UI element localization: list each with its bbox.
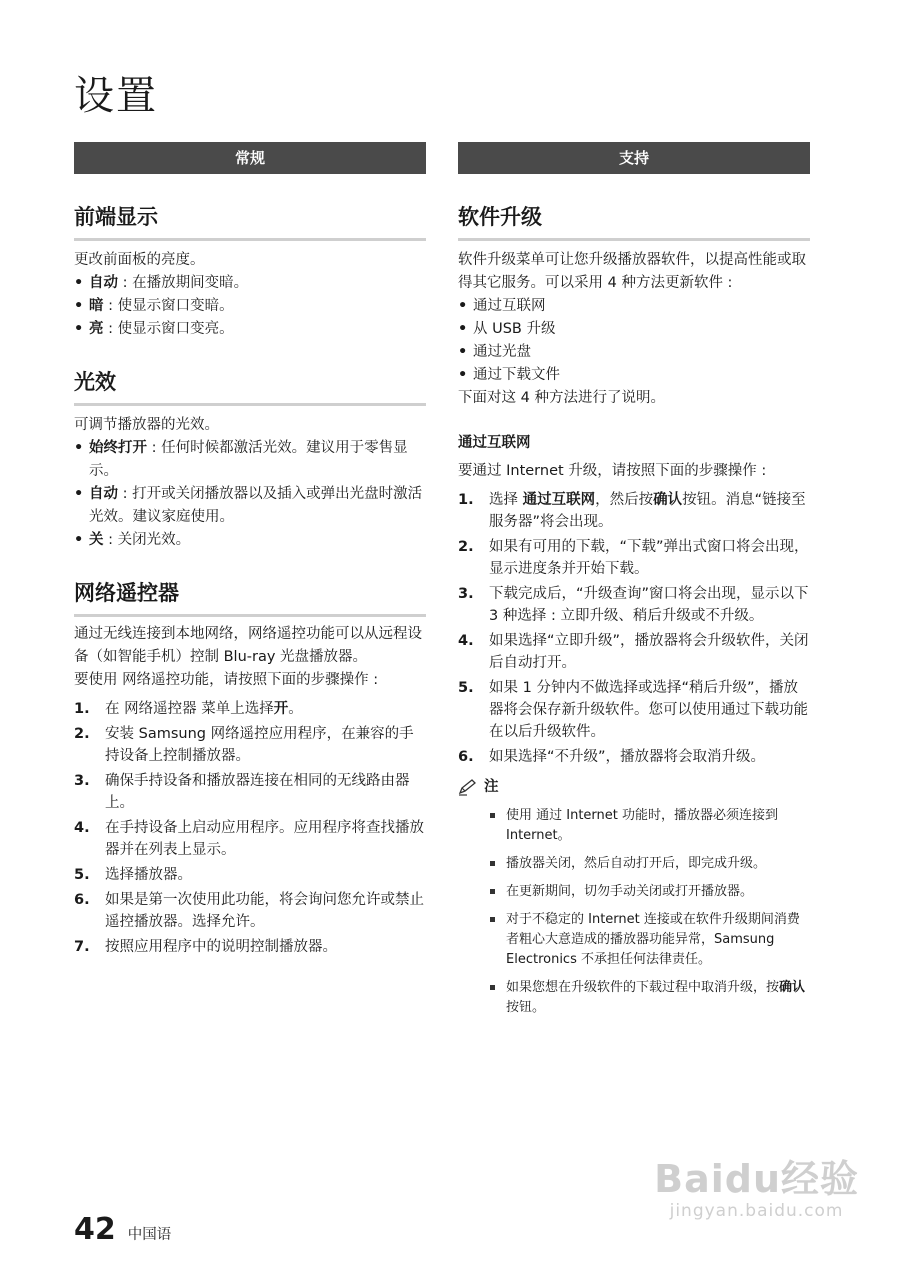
step-item: 7. 按照应用程序中的说明控制播放器。 — [74, 939, 337, 955]
step-item: 5. 选择播放器。 — [74, 867, 192, 883]
list-item: • 自动 : 在播放期间变暗。 — [74, 272, 426, 295]
note-item: 播放器关闭，然后自动打开后，即完成升级。 — [458, 854, 810, 874]
list-item: • 从 USB 升级 — [458, 318, 810, 341]
step-item: 6. 如果选择“不升级”，播放器将会取消升级。 — [458, 749, 766, 765]
list-item: • 关 : 关闭光效。 — [74, 529, 426, 552]
pencil-note-icon — [458, 778, 478, 796]
step-item: 3. 确保手持设备和播放器连接在相同的无线路由器上。 — [74, 773, 410, 811]
list-item: • 通过光盘 — [458, 341, 810, 364]
step-item: 4. 在手持设备上启动应用程序。应用程序将查找播放器并在列表上显示。 — [74, 820, 424, 858]
note-item: 如果您想在升级软件的下载过程中取消升级，按确认按钮。 — [458, 978, 810, 1018]
software-upgrade-intro: 软件升级菜单可让您升级播放器软件，以提高性能或取得其它服务。可以采用 4 种方法更新软件 : — [458, 252, 806, 291]
list-item: • 始终打开 : 任何时候都激活光效。建议用于零售显示。 — [74, 437, 426, 483]
page-number: 42 — [74, 1212, 116, 1247]
left-column — [74, 142, 426, 961]
software-upgrade-outro: 下面对这 4 种方法进行了说明。 — [458, 390, 665, 406]
network-remote-title: 网络遥控器 — [74, 578, 426, 617]
step-item: 1. 选择 通过互联网，然后按确认按钮。消息“链接至服务器”将会出现。 — [458, 492, 806, 530]
page-title: 设置 — [74, 73, 158, 119]
note-heading — [458, 776, 810, 798]
list-item: • 暗 : 使显示窗口变暗。 — [74, 295, 426, 318]
watermark-brand: Baidu经验 — [654, 1157, 859, 1201]
light-effect-section — [74, 367, 426, 552]
network-remote-intro: 通过无线连接到本地网络，网络遥控功能可以从远程设备（如智能手机）控制 Blu-ray 光盘播放器。 要使用 网络遥控功能，请按照下面的步骤操作 : — [74, 626, 422, 688]
step-item: 2. 安装 Samsung 网络遥控应用程序，在兼容的手持设备上控制播放器。 — [74, 726, 414, 764]
front-display-title: 前端显示 — [74, 202, 426, 241]
right-column-header: 支持 — [458, 142, 810, 174]
software-upgrade-section — [458, 202, 810, 1018]
language-label: 中国语 — [127, 1227, 172, 1243]
note-item: 使用 通过 Internet 功能时，播放器必须连接到 Internet。 — [458, 806, 810, 846]
page-footer — [74, 1212, 171, 1247]
step-item: 5. 如果 1 分钟内不做选择或选择“稍后升级”，播放器将会保存新升级软件。您可以使用通过下载功能在以后升级软件。 — [458, 680, 808, 740]
step-item: 3. 下载完成后，“升级查询”窗口将会出现，显示以下 3 种选择 : 立即升级、稍后升级或不升级。 — [458, 586, 809, 624]
note-label: 注 — [484, 779, 499, 795]
note-item: 在更新期间，切勿手动关闭或打开播放器。 — [458, 882, 810, 902]
list-item: • 亮 : 使显示窗口变亮。 — [74, 318, 426, 341]
front-display-section — [74, 202, 426, 341]
note-item: 对于不稳定的 Internet 连接或在软件升级期间消费者粗心大意造成的播放器功能异常，Samsung Electronics 不承担任何法律责任。 — [458, 910, 810, 970]
light-effect-title: 光效 — [74, 367, 426, 406]
light-effect-intro: 可调节播放器的光效。 — [74, 417, 219, 433]
step-item: 2. 如果有可用的下载，“下载”弹出式窗口将会出现，显示进度条并开始下载。 — [458, 539, 809, 577]
step-item: 1. 在 网络遥控器 菜单上选择开。 — [74, 701, 303, 717]
step-item: 6. 如果是第一次使用此功能，将会询问您允许或禁止遥控播放器。选择允许。 — [74, 892, 424, 930]
software-upgrade-title: 软件升级 — [458, 202, 810, 241]
baidu-watermark — [654, 1148, 859, 1221]
list-item: • 通过互联网 — [458, 295, 810, 318]
network-remote-section — [74, 578, 426, 958]
list-item: • 通过下载文件 — [458, 364, 810, 387]
internet-subtitle: 通过互联网 — [458, 435, 531, 451]
step-item: 4. 如果选择“立即升级”，播放器将会升级软件，关闭后自动打开。 — [458, 633, 809, 671]
right-column — [458, 142, 810, 1026]
left-column-header: 常规 — [74, 142, 426, 174]
watermark-url: jingyan.baidu.com — [669, 1201, 844, 1221]
list-item: • 自动 : 打开或关闭播放器以及插入或弹出光盘时激活光效。建议家庭使用。 — [74, 483, 426, 529]
internet-intro: 要通过 Internet 升级，请按照下面的步骤操作 : — [458, 463, 767, 479]
front-display-intro: 更改前面板的亮度。 — [74, 252, 205, 268]
